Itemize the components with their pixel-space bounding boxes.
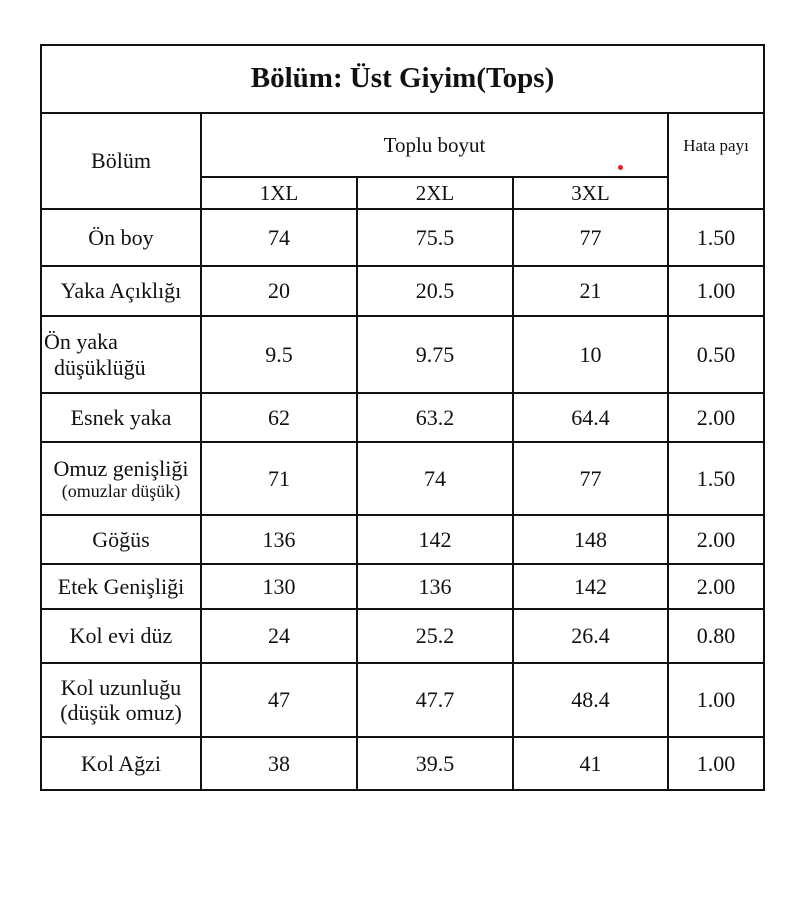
tolerance-header: Hata payı <box>668 113 764 209</box>
value-3xl: 142 <box>513 564 668 609</box>
value-2xl: 136 <box>357 564 513 609</box>
row-label-main: Omuz genişliği <box>53 455 189 481</box>
value-2xl: 142 <box>357 515 513 564</box>
value-3xl: 48.4 <box>513 663 668 737</box>
value-1xl: 62 <box>201 393 357 442</box>
value-2xl: 75.5 <box>357 209 513 266</box>
table-row <box>41 663 764 737</box>
value-1xl: 130 <box>201 564 357 609</box>
value-1xl: 71 <box>201 442 357 515</box>
table-row <box>41 442 764 515</box>
row-label <box>41 316 201 393</box>
value-3xl: 26.4 <box>513 609 668 663</box>
row-label-sub: (omuzlar düşük) <box>61 480 181 501</box>
value-2xl: 20.5 <box>357 266 513 316</box>
table-row <box>41 209 764 266</box>
size-header-1xl: 1XL <box>201 177 357 209</box>
row-label-main: Kol uzunluğu <box>60 674 182 700</box>
tolerance-value: 0.50 <box>668 316 764 393</box>
row-label: Kol evi düz <box>41 609 201 663</box>
tolerance-value: 0.80 <box>668 609 764 663</box>
row-label: Etek Genişliği <box>41 564 201 609</box>
tolerance-value: 1.50 <box>668 442 764 515</box>
row-label <box>41 442 201 515</box>
value-3xl: 77 <box>513 209 668 266</box>
value-2xl: 63.2 <box>357 393 513 442</box>
table-row <box>41 266 764 316</box>
row-label: Ön boy <box>41 209 201 266</box>
table-row <box>41 609 764 663</box>
header-row <box>41 113 764 177</box>
table-row <box>41 515 764 564</box>
tolerance-value: 1.00 <box>668 266 764 316</box>
row-label <box>41 663 201 737</box>
tolerance-value: 2.00 <box>668 515 764 564</box>
bulk-size-label: Toplu boyut <box>383 132 486 157</box>
tolerance-value: 1.00 <box>668 663 764 737</box>
row-label: Yaka Açıklığı <box>41 266 201 316</box>
value-2xl: 74 <box>357 442 513 515</box>
bulk-size-header <box>201 113 668 177</box>
value-3xl: 21 <box>513 266 668 316</box>
value-1xl: 20 <box>201 266 357 316</box>
value-1xl: 47 <box>201 663 357 737</box>
table-row <box>41 316 764 393</box>
section-header: Bölüm <box>41 113 201 209</box>
table-row <box>41 564 764 609</box>
red-dot-marker <box>618 165 623 170</box>
title-row <box>41 45 764 113</box>
value-3xl: 10 <box>513 316 668 393</box>
value-2xl: 47.7 <box>357 663 513 737</box>
row-label: Göğüs <box>41 515 201 564</box>
tolerance-value: 1.50 <box>668 209 764 266</box>
size-chart-table <box>40 44 765 791</box>
row-label: Esnek yaka <box>41 393 201 442</box>
row-label-sub: düşüklüğü <box>54 354 146 380</box>
value-2xl: 9.75 <box>357 316 513 393</box>
size-header-3xl: 3XL <box>513 177 668 209</box>
table-title: Bölüm: Üst Giyim(Tops) <box>41 45 764 113</box>
table-row <box>41 393 764 442</box>
table-row <box>41 737 764 790</box>
value-2xl: 39.5 <box>357 737 513 790</box>
value-1xl: 74 <box>201 209 357 266</box>
value-3xl: 77 <box>513 442 668 515</box>
value-1xl: 136 <box>201 515 357 564</box>
value-1xl: 24 <box>201 609 357 663</box>
value-1xl: 38 <box>201 737 357 790</box>
value-1xl: 9.5 <box>201 316 357 393</box>
row-label-sub: (düşük omuz) <box>60 700 182 725</box>
value-3xl: 64.4 <box>513 393 668 442</box>
size-header-2xl: 2XL <box>357 177 513 209</box>
tolerance-value: 2.00 <box>668 393 764 442</box>
value-2xl: 25.2 <box>357 609 513 663</box>
value-3xl: 41 <box>513 737 668 790</box>
row-label: Kol Ağzi <box>41 737 201 790</box>
row-label-main: Ön yaka <box>44 329 118 355</box>
value-3xl: 148 <box>513 515 668 564</box>
tolerance-value: 1.00 <box>668 737 764 790</box>
tolerance-value: 2.00 <box>668 564 764 609</box>
